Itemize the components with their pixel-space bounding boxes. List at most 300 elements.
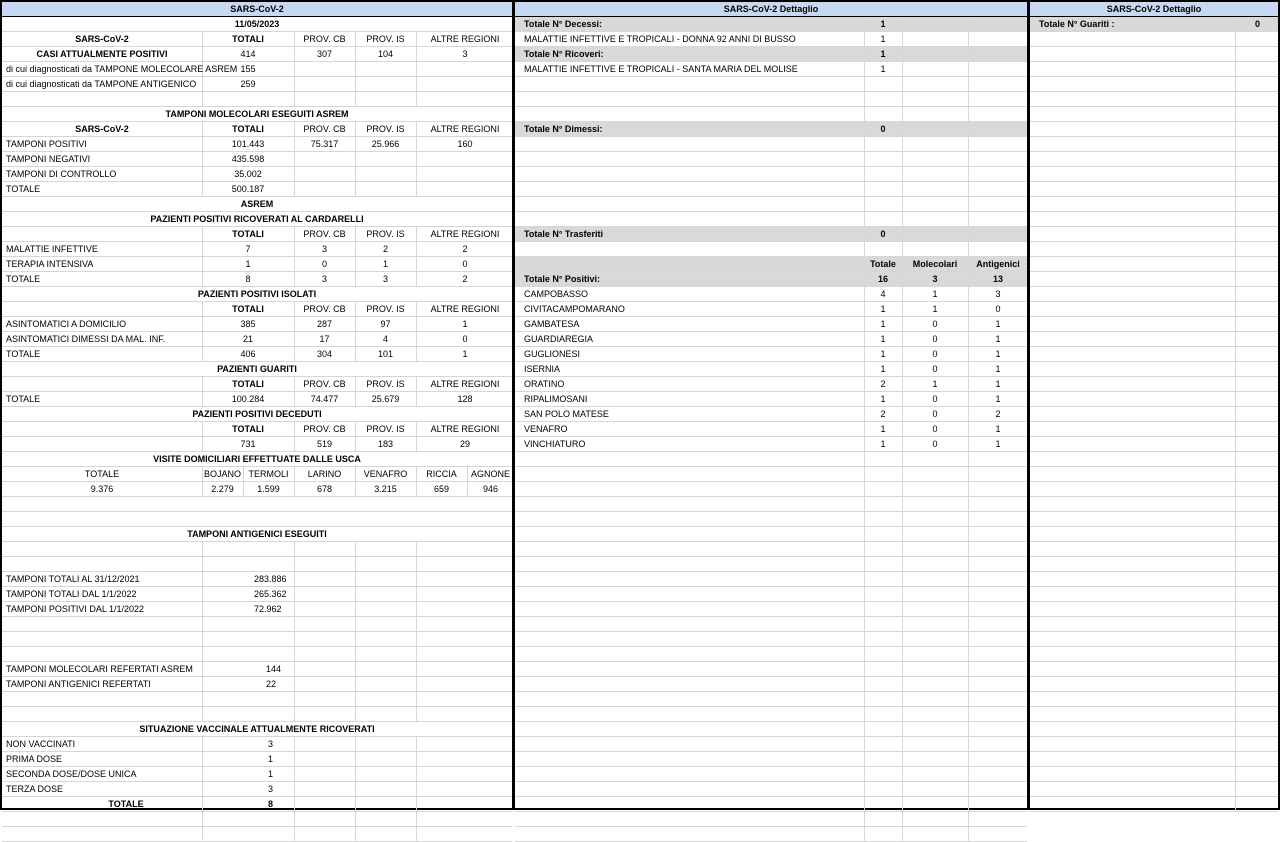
decessi-total-label: Totale N° Decessi: <box>524 19 602 29</box>
empty-row <box>515 527 1027 542</box>
section-title <box>2 452 512 467</box>
empty-row <box>1030 62 1278 77</box>
row-label: ASINTOMATICI A DOMICILIO <box>6 319 127 329</box>
comune-row <box>515 407 1027 422</box>
table-row <box>2 587 512 602</box>
altre-value: 1 <box>462 319 468 329</box>
visite-header: VENAFRO <box>363 469 408 479</box>
empty-row <box>1030 107 1278 122</box>
col-header: ALTRE REGIONI <box>430 34 500 44</box>
empty-row <box>1030 227 1278 242</box>
empty-row <box>515 77 1027 92</box>
header-row <box>2 122 512 137</box>
comune-row <box>515 437 1027 452</box>
empty-row <box>515 557 1027 572</box>
dimessi-total-value: 0 <box>880 124 886 134</box>
col-header: PROV. IS <box>366 304 405 314</box>
empty-row <box>1030 407 1278 422</box>
section-title <box>2 212 512 227</box>
positivi-header-row <box>515 257 1027 272</box>
visite-value: 946 <box>482 484 499 494</box>
comune-antigenici: 1 <box>995 439 1001 449</box>
altre-value: 128 <box>457 394 473 404</box>
comune-row <box>515 332 1027 347</box>
section-title <box>2 722 512 737</box>
empty-row <box>1030 197 1278 212</box>
empty-row <box>1030 797 1278 812</box>
comune-row <box>515 317 1027 332</box>
comune-molecolari: 0 <box>932 394 938 404</box>
row-label: TAMPONI POSITIVI <box>6 139 87 149</box>
section-title <box>2 17 512 32</box>
comune-molecolari: 0 <box>932 364 938 374</box>
table-row <box>2 782 512 797</box>
row-label: TERAPIA INTENSIVA <box>6 259 94 269</box>
empty-row <box>515 212 1027 227</box>
comune-name: VINCHIATURO <box>524 439 586 449</box>
dimessi-total-row <box>515 122 1027 137</box>
ricoveri-total-value: 1 <box>880 49 886 59</box>
comune-name: VENAFRO <box>524 424 568 434</box>
col-header: ALTRE REGIONI <box>430 229 500 239</box>
altre-value: 2 <box>462 244 468 254</box>
empty-row <box>515 827 1027 842</box>
col-header: TOTALI <box>232 34 264 44</box>
positivi-total-label: Totale N° Positivi: <box>524 274 600 284</box>
comune-antigenici: 1 <box>995 424 1001 434</box>
col-header: PROV. CB <box>303 34 346 44</box>
comune-antigenici: 3 <box>995 289 1001 299</box>
vaccinale-value: 1 <box>268 769 274 779</box>
dettaglio-table <box>515 17 1027 842</box>
col-header: TOTALI <box>232 124 264 134</box>
empty-row <box>1030 452 1278 467</box>
positivi-total-row <box>515 272 1027 287</box>
empty-row <box>1030 47 1278 62</box>
is-value: 2 <box>382 244 388 254</box>
empty-row <box>1030 362 1278 377</box>
comune-name: RIPALIMOSANI <box>524 394 588 404</box>
empty-row <box>1030 782 1278 797</box>
cb-value: 17 <box>319 334 330 344</box>
visite-header: BOJANO <box>203 469 241 479</box>
altre-value: 0 <box>462 334 468 344</box>
table-row <box>2 62 512 77</box>
row-label: TAMPONI ANTIGENICI REFERTATI <box>6 679 151 689</box>
col-header: PROV. IS <box>366 379 405 389</box>
col-header: ALTRE REGIONI <box>430 379 500 389</box>
cell: 183 <box>377 439 394 449</box>
empty-row <box>2 812 512 827</box>
totali-value: 435.598 <box>231 154 265 164</box>
empty-row <box>515 512 1027 527</box>
totali-value: 1 <box>245 259 251 269</box>
cell: 3 <box>462 49 468 59</box>
cell: 29 <box>459 439 470 449</box>
empty-row <box>1030 677 1278 692</box>
row-label: TAMPONI DI CONTROLLO <box>6 169 117 179</box>
cb-value <box>294 182 355 196</box>
cb-value: 74.477 <box>310 394 339 404</box>
comune-totale: 1 <box>880 319 886 329</box>
antigenici-value: 72.962 <box>254 604 282 614</box>
trasferiti-total-label: Totale N° Trasferiti <box>524 229 603 239</box>
report-date: 11/05/2023 <box>234 19 280 29</box>
cb-value: 304 <box>316 349 333 359</box>
panel-title: SARS-CoV-2 Dettaglio <box>1030 2 1278 17</box>
section-title <box>2 197 512 212</box>
empty-row <box>1030 737 1278 752</box>
col-header: TOTALI <box>232 304 264 314</box>
ricoverati-title: PAZIENTI POSITIVI RICOVERATI AL CARDARELLI <box>150 214 364 224</box>
empty-row <box>1030 122 1278 137</box>
comune-name: GAMBATESA <box>524 319 580 329</box>
col-header: Molecolari <box>912 259 958 269</box>
col-header: PROV. IS <box>366 34 405 44</box>
cb-value: 287 <box>316 319 333 329</box>
empty-row <box>1030 632 1278 647</box>
cell: 104 <box>377 49 394 59</box>
col-header: ALTRE REGIONI <box>430 304 500 314</box>
empty-row <box>515 497 1027 512</box>
empty-row <box>1030 77 1278 92</box>
table-row <box>2 602 512 617</box>
empty-row <box>1030 752 1278 767</box>
empty-row <box>515 197 1027 212</box>
visite-value: 1.599 <box>257 484 280 494</box>
cell: 307 <box>316 49 333 59</box>
comune-row <box>515 347 1027 362</box>
table-row <box>2 77 512 92</box>
col-header: PROV. CB <box>303 379 346 389</box>
comune-antigenici: 1 <box>995 334 1001 344</box>
detail-label: MALATTIE INFETTIVE E TROPICALI - SANTA MARIA DEL MOLISE <box>524 64 798 74</box>
casi-title: CASI ATTUALMENTE POSITIVI <box>36 49 168 59</box>
comune-name: ORATINO <box>524 379 565 389</box>
comune-name: GUARDIAREGIA <box>524 334 594 344</box>
row-label: di cui diagnosticati da TAMPONE ANTIGENICO <box>6 79 197 89</box>
col-header: TOTALI <box>232 379 264 389</box>
visite-header: TOTALE <box>84 469 120 479</box>
totali-value: 385 <box>240 319 256 329</box>
tamponi-molecolari-title: TAMPONI MOLECOLARI ESEGUITI ASREM <box>165 109 349 119</box>
empty-row <box>515 107 1027 122</box>
comune-row <box>515 392 1027 407</box>
table-row <box>2 182 512 197</box>
cell: 259 <box>240 79 256 89</box>
empty-row <box>1030 302 1278 317</box>
table-row <box>2 677 512 692</box>
decessi-total-row <box>515 17 1027 32</box>
empty-row <box>1030 167 1278 182</box>
detail-label: MALATTIE INFETTIVE E TROPICALI - DONNA 92 ANNI DI BUSSO <box>524 34 796 44</box>
altre-value <box>416 182 514 196</box>
empty-row <box>515 602 1027 617</box>
is-value <box>355 167 416 181</box>
table-row <box>2 137 512 152</box>
empty-row <box>515 692 1027 707</box>
col-header: PROV. CB <box>303 229 346 239</box>
totali-value: 7 <box>245 244 251 254</box>
totali-value: 8 <box>245 274 251 284</box>
table-row <box>2 272 512 287</box>
row-label: TERZA DOSE <box>6 784 64 794</box>
table-row <box>2 257 512 272</box>
row-label: SECONDA DOSE/DOSE UNICA <box>6 769 137 779</box>
totali-value: 406 <box>240 349 256 359</box>
row-label: TAMPONI MOLECOLARI REFERTATI ASREM <box>6 664 193 674</box>
detail-value: 1 <box>880 34 886 44</box>
empty-row <box>1030 32 1278 47</box>
totali-value: 100.284 <box>231 394 265 404</box>
altre-value <box>416 167 514 181</box>
empty-row <box>1030 92 1278 107</box>
comune-totale: 4 <box>880 289 886 299</box>
empty-row <box>515 707 1027 722</box>
totali-value: 21 <box>242 334 253 344</box>
guariti-total-value: 0 <box>1254 19 1260 29</box>
comune-molecolari: 0 <box>932 439 938 449</box>
empty-row <box>1030 317 1278 332</box>
table-row <box>2 152 512 167</box>
row-label: MALATTIE INFETTIVE <box>6 244 98 254</box>
altre-value: 1 <box>462 349 468 359</box>
cb-value: 3 <box>321 244 327 254</box>
comune-totale: 1 <box>880 364 886 374</box>
row-label: TAMPONI POSITIVI DAL 1/1/2022 <box>6 604 145 614</box>
col-header: Antigenici <box>976 259 1020 269</box>
row-label: TAMPONI TOTALI DAL 1/1/2022 <box>6 589 137 599</box>
table-row <box>515 32 1027 47</box>
dettaglio-panel <box>513 0 1029 810</box>
visite-header: TERMOLI <box>248 469 289 479</box>
visite-value: 9.376 <box>90 484 114 494</box>
cb-value <box>294 167 355 181</box>
empty-row <box>2 692 512 707</box>
comune-row <box>515 422 1027 437</box>
table-row <box>2 347 512 362</box>
empty-row <box>2 827 512 842</box>
comune-antigenici: 1 <box>995 379 1001 389</box>
vaccinale-total-label: TOTALE <box>108 799 144 809</box>
comune-row <box>515 377 1027 392</box>
empty-row <box>515 242 1027 257</box>
comune-name: ISERNIA <box>524 364 561 374</box>
comune-molecolari: 0 <box>932 424 938 434</box>
altre-value: 160 <box>457 139 473 149</box>
empty-row <box>2 92 512 107</box>
visite-value: 659 <box>433 484 450 494</box>
comune-totale: 1 <box>880 394 886 404</box>
isolati-title: PAZIENTI POSITIVI ISOLATI <box>197 289 317 299</box>
comune-name: CIVITACAMPOMARANO <box>524 304 625 314</box>
comune-antigenici: 2 <box>995 409 1001 419</box>
comune-antigenici: 1 <box>995 349 1001 359</box>
empty-row <box>515 782 1027 797</box>
empty-row <box>515 542 1027 557</box>
empty-row <box>1030 242 1278 257</box>
header-row <box>2 422 512 437</box>
comune-totale: 2 <box>880 409 886 419</box>
empty-row <box>515 572 1027 587</box>
totali-value: 500.187 <box>231 184 265 194</box>
cb-value: 3 <box>321 274 327 284</box>
table-row <box>2 482 512 497</box>
guariti-title: PAZIENTI GUARITI <box>217 364 297 374</box>
comune-molecolari: 1 <box>932 289 938 299</box>
empty-row <box>1030 467 1278 482</box>
empty-row <box>1030 137 1278 152</box>
header-row <box>2 227 512 242</box>
table-row <box>2 737 512 752</box>
empty-row <box>1030 482 1278 497</box>
empty-row <box>515 722 1027 737</box>
riepilogo-table <box>2 17 512 842</box>
row-label: di cui diagnosticati da TAMPONE MOLECOLARE ASREM <box>6 64 238 74</box>
empty-row <box>1030 257 1278 272</box>
comune-totale: 1 <box>880 304 886 314</box>
table-row <box>2 47 512 62</box>
empty-row <box>1030 332 1278 347</box>
antigenici-value: 265.362 <box>254 589 287 599</box>
comune-molecolari: 1 <box>932 304 938 314</box>
is-value <box>355 182 416 196</box>
section-title <box>2 362 512 377</box>
table-row <box>2 242 512 257</box>
empty-row <box>2 707 512 722</box>
altre-value <box>416 152 514 166</box>
guariti-panel <box>1028 0 1280 810</box>
referti-value: 144 <box>266 664 282 674</box>
detail-value: 1 <box>880 64 886 74</box>
empty-row <box>1030 152 1278 167</box>
empty-row <box>1030 377 1278 392</box>
asrem-title: ASREM <box>240 199 274 209</box>
vaccinale-total-value: 8 <box>268 799 274 809</box>
col-header: SARS-CoV-2 <box>75 124 129 134</box>
riepilogo-panel <box>0 0 514 810</box>
visite-title: VISITE DOMICILIARI EFFETTUATE DALLE USCA <box>153 454 361 464</box>
empty-row <box>2 617 512 632</box>
comune-antigenici: 1 <box>995 364 1001 374</box>
altre-value: 0 <box>462 259 468 269</box>
comune-totale: 2 <box>880 379 886 389</box>
empty-row <box>515 182 1027 197</box>
empty-row <box>515 137 1027 152</box>
table-row <box>2 332 512 347</box>
empty-row <box>515 617 1027 632</box>
row-label: TOTALE <box>6 274 41 284</box>
empty-row <box>2 647 512 662</box>
table-row <box>2 392 512 407</box>
row-label: TOTALE <box>6 184 41 194</box>
comune-molecolari: 0 <box>932 349 938 359</box>
col-header: SARS-CoV-2 <box>75 34 129 44</box>
decessi-total-value: 1 <box>880 19 886 29</box>
col-header: PROV. CB <box>303 424 346 434</box>
comune-molecolari: 1 <box>932 379 938 389</box>
visite-value: 678 <box>316 484 333 494</box>
vaccinale-title: SITUAZIONE VACCINALE ATTUALMENTE RICOVERATI <box>139 724 375 734</box>
empty-row <box>515 587 1027 602</box>
row-label: TOTALE <box>6 349 41 359</box>
empty-row <box>515 482 1027 497</box>
empty-row <box>1030 707 1278 722</box>
guariti-table <box>1030 17 1278 812</box>
referti-value: 22 <box>266 679 277 689</box>
guariti-total-label: Totale N° Guariti : <box>1039 19 1115 29</box>
table-row <box>2 437 512 452</box>
panel-title: SARS-CoV-2 <box>2 2 512 17</box>
totali-value: 101.443 <box>231 139 265 149</box>
is-value: 1 <box>382 259 388 269</box>
vaccinale-value: 3 <box>268 784 274 794</box>
comune-name: SAN POLO MATESE <box>524 409 609 419</box>
cb-value <box>294 152 355 166</box>
empty-row <box>1030 422 1278 437</box>
deceduti-title: PAZIENTI POSITIVI DECEDUTI <box>192 409 322 419</box>
empty-row <box>515 767 1027 782</box>
cb-value: 75.317 <box>310 139 339 149</box>
comune-molecolari: 0 <box>932 409 938 419</box>
cell: 155 <box>240 64 256 74</box>
col-header: TOTALI <box>232 424 264 434</box>
is-value: 4 <box>382 334 388 344</box>
comune-molecolari: 0 <box>932 334 938 344</box>
cell: 519 <box>316 439 333 449</box>
empty-row <box>1030 587 1278 602</box>
empty-row <box>1030 212 1278 227</box>
header-row <box>2 377 512 392</box>
is-value: 97 <box>380 319 391 329</box>
empty-row <box>1030 722 1278 737</box>
col-header: PROV. CB <box>303 124 346 134</box>
comune-name: CAMPOBASSO <box>524 289 589 299</box>
table-row <box>515 62 1027 77</box>
is-value: 25.679 <box>371 394 400 404</box>
totali-value: 35.002 <box>234 169 262 179</box>
visite-header: AGNONE <box>470 469 510 479</box>
empty-row <box>1030 602 1278 617</box>
table-row <box>2 752 512 767</box>
positivi-mol-value: 3 <box>932 274 938 284</box>
empty-row <box>1030 692 1278 707</box>
section-title <box>2 527 512 542</box>
positivi-total-value: 16 <box>877 274 888 284</box>
comune-totale: 1 <box>880 334 886 344</box>
empty-row <box>515 647 1027 662</box>
cell: 414 <box>240 49 256 59</box>
empty-row <box>1030 617 1278 632</box>
empty-row <box>515 167 1027 182</box>
section-title <box>2 107 512 122</box>
comune-molecolari: 0 <box>932 319 938 329</box>
comune-antigenici: 1 <box>995 319 1001 329</box>
trasferiti-total-value: 0 <box>880 229 886 239</box>
col-header: TOTALI <box>232 229 264 239</box>
empty-row <box>515 467 1027 482</box>
empty-row <box>1030 287 1278 302</box>
empty-row <box>515 632 1027 647</box>
empty-row <box>515 452 1027 467</box>
empty-row <box>515 662 1027 677</box>
positivi-ant-value: 13 <box>992 274 1003 284</box>
empty-row <box>1030 182 1278 197</box>
empty-row <box>515 737 1027 752</box>
vaccinale-value: 1 <box>268 754 274 764</box>
empty-row <box>515 92 1027 107</box>
empty-row <box>1030 557 1278 572</box>
